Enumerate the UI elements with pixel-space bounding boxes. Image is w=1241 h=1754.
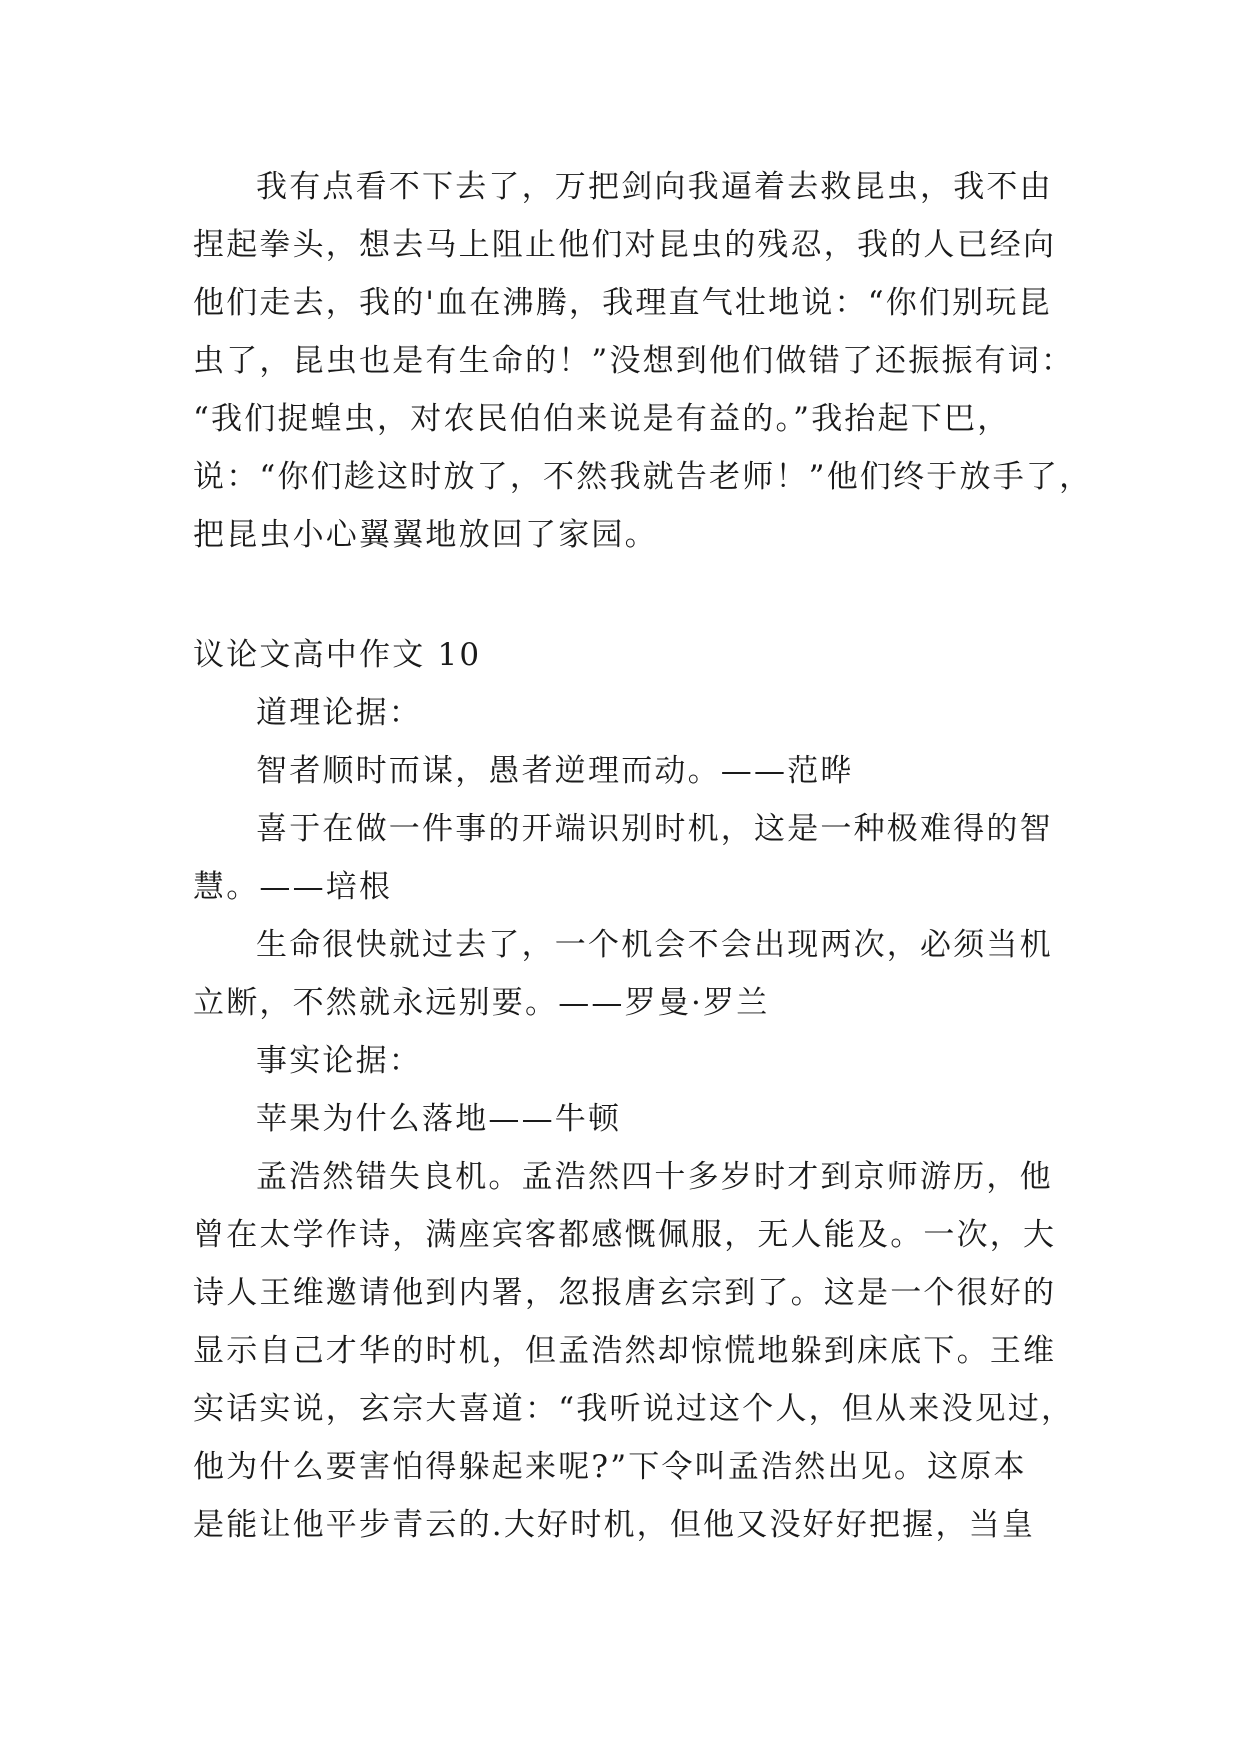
paragraph-line: 他们走去，我的'血在沸腾，我理直气壮地说：“你们别玩昆 <box>193 285 1052 321</box>
fact-line: 显示自己才华的时机，但孟浩然却惊慌地躲到床底下。王维 <box>193 1333 1057 1369</box>
paragraph-line: 我有点看不下去了，万把剑向我逼着去救昆虫，我不由 <box>256 169 1053 205</box>
essay-section <box>193 626 1075 1554</box>
fact-line: 实话实说，玄宗大喜道：“我听说过这个人，但从来没见过， <box>193 1391 1075 1427</box>
fact-heading: 事实论据： <box>256 1043 422 1079</box>
paragraph-line: 捏起拳头，想去马上阻止他们对昆虫的残忍，我的人已经向 <box>193 227 1057 263</box>
paragraph-line: 说：“你们趁这时放了，不然我就告老师！”他们终于放手了， <box>193 459 1093 495</box>
quote-line: 慧。——培根 <box>193 869 393 905</box>
fact-line: 苹果为什么落地——牛顿 <box>256 1101 622 1137</box>
reason-heading: 道理论据： <box>256 695 422 731</box>
paragraph-line: 虫了，昆虫也是有生命的！”没想到他们做错了还振振有词： <box>193 343 1075 379</box>
quote-line: 立断，不然就永远别要。——罗曼·罗兰 <box>193 985 770 1021</box>
fact-line: 他为什么要害怕得躲起来呢?”下令叫孟浩然出见。这原本 <box>193 1449 1027 1485</box>
fact-line: 孟浩然错失良机。孟浩然四十多岁时才到京师游历，他 <box>256 1159 1053 1195</box>
paragraph-line: 把昆虫小心翼翼地放回了家园。 <box>193 517 658 553</box>
essay-title: 议论文高中作文 10 <box>193 637 482 673</box>
fact-line: 诗人王维邀请他到内署，忽报唐玄宗到了。这是一个很好的 <box>193 1275 1057 1311</box>
fact-line: 是能让他平步青云的.大好时机，但他又没好好把握，当皇 <box>193 1507 1036 1543</box>
story-paragraph <box>193 158 1093 564</box>
quote-line: 生命很快就过去了，一个机会不会出现两次，必须当机 <box>256 927 1053 963</box>
fact-line: 曾在太学作诗，满座宾客都感慨佩服，无人能及。一次，大 <box>193 1217 1057 1253</box>
quote-line: 喜于在做一件事的开端识别时机，这是一种极难得的智 <box>256 811 1053 847</box>
quote-line: 智者顺时而谋，愚者逆理而动。——范晔 <box>256 753 854 789</box>
paragraph-line: “我们捉蝗虫，对农民伯伯来说是有益的。”我抬起下巴， <box>193 401 1011 437</box>
